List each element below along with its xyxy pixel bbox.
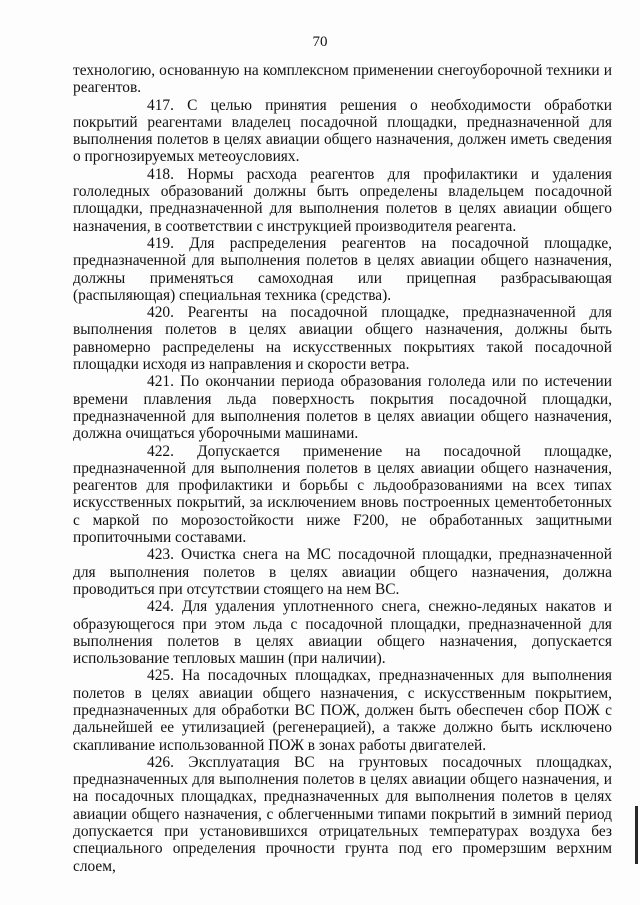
document-body [73,62,612,875]
paragraph-426: 426. Эксплуатация ВС на грунтовых посадочных площадках, предназначенных для выполнения полетов в целях авиации общего назначения, и на посадочных площадках, предназначенных для выполнения полетов в целях авиации общего назначения, с облегченными типами покрытий в зимний период допускается при установившихся отрицательных температурах воздуха без специального определения прочности грунта под его промерзшим верхним слоем, [73,753,612,875]
paragraph-418: 418. Нормы расхода реагентов для профилактики и удаления гололедных образований должны быть определены владельцем посадочной площадки, предназначенной для выполнения полетов в целях авиации общего назначения, в соответствии с инструкцией производителя реагента. [73,165,612,235]
paragraph-424: 424. Для удаления уплотненного снега, снежно-ледяных накатов и образующегося при этом льда с посадочной площадки, предназначенной для выполнения полетов в целях авиации общего назначения, допускается использование тепловых машин (при наличии). [73,598,612,668]
paragraph-419: 419. Для распределения реагентов на посадочной площадке, предназначенной для выполнения полетов в целях авиации общего назначения, должны применяться самоходная или прицепная разбрасывающая (распыляющая) специальная техника (средства). [73,234,612,304]
paragraph-423: 423. Очистка снега на МС посадочной площадки, предназначенной для выполнения полетов в целях авиации общего назначения, должна проводиться при отсутствии стоящего на нем ВС. [73,546,612,598]
paragraph-417: 417. С целью принятия решения о необходимости обработки покрытий реагентами владелец посадочной площадки, предназначенной для выполнения полетов в целях авиации общего назначения, должен иметь сведения о прогнозируемых метеоусловиях. [73,96,612,166]
paragraph-420: 420. Реагенты на посадочной площадке, предназначенной для выполнения полетов в целях авиации общего назначения, должны быть равномерно распределены на искусственных покрытиях такой посадочной площадки исходя из направления и скорости ветра. [73,304,612,374]
paragraph-continuation: технологию, основанную на комплексном применении снегоуборочной техники и реагентов. [73,62,612,97]
paragraph-421: 421. По окончании периода образования гололеда или по истечении времени плавления льда поверхность покрытия посадочной площадки, предназначенной для выполнения полетов в целях авиации общего назначения, должна очищаться уборочными машинами. [73,373,612,443]
page-number: 70 [312,34,328,50]
scan-edge-mark [635,806,638,864]
paragraph-425: 425. На посадочных площадках, предназначенных для выполнения полетов в целях авиации общего назначения, с искусственным покрытием, предназначенных для обработки ВС ПОЖ, должен быть обеспечен сбор ПОЖ с дальнейшей ее утилизацией (регенерацией), а также должно быть исключено скапливание использованной ПОЖ в зонах работы двигателей. [73,667,612,754]
paragraph-422: 422. Допускается применение на посадочной площадке, предназначенной для выполнения полетов в целях авиации общего назначения, реагентов для профилактики и борьбы с льдообразованиями на всех типах искусственных покрытий, за исключением вновь построенных цементобетонных с маркой по морозостойкости ниже F200, не обработанных защитными пропиточными составами. [73,442,612,547]
